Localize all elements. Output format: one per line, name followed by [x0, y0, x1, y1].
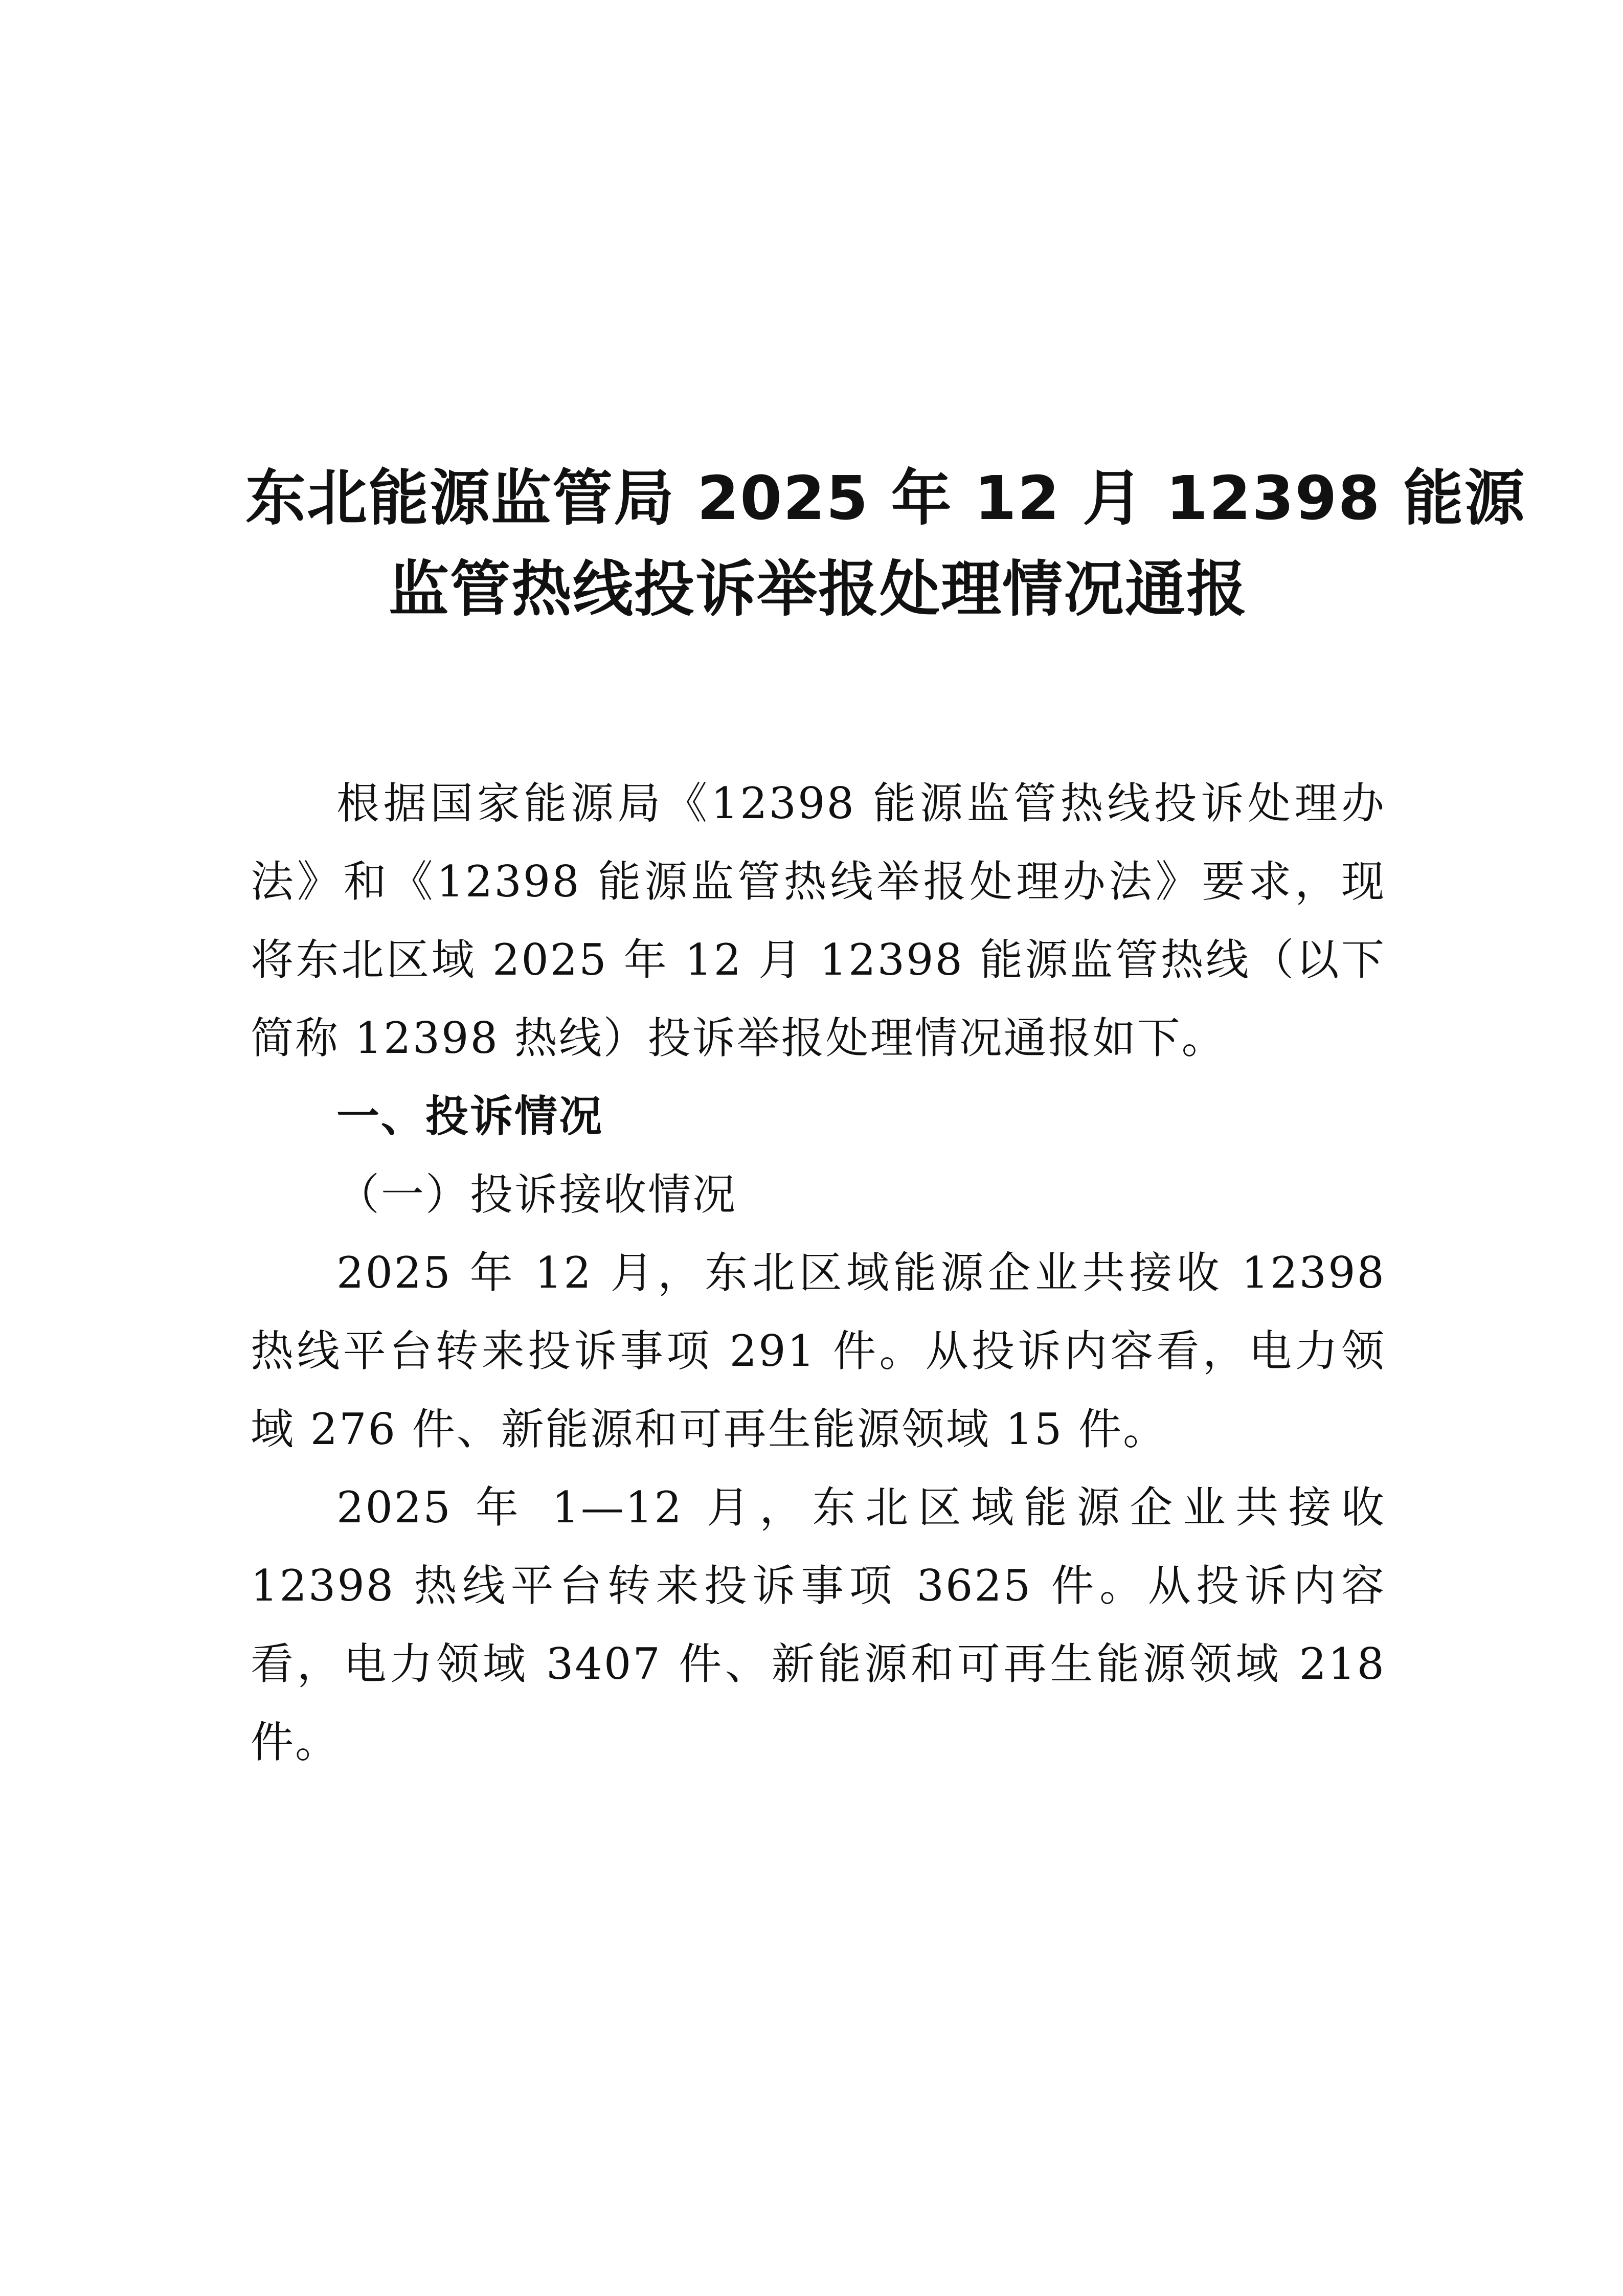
paragraph-full-year-stats: 2025 年 1—12 月，东北区域能源企业共接收 12398 热线平台转来投诉事项 3625 件。从投诉内容看，电力领域 3407 件、新能源和可再生能源领域 218 件。 [251, 1482, 1386, 1767]
document-body [251, 764, 1386, 1782]
title-line-2: 监管热线投诉举报处理情况通报 [388, 554, 1248, 624]
section-heading-complaints: 一、投诉情况 [336, 1091, 604, 1141]
document-title [245, 453, 1526, 635]
subsection-heading-complaint-receipt: （一）投诉接收情况 [336, 1169, 737, 1220]
paragraph-december-stats: 2025 年 12 月，东北区域能源企业共接收 12398 热线平台转来投诉事项 291 件。从投诉内容看，电力领域 276 件、新能源和可再生能源领域 15 件。 [251, 1248, 1386, 1454]
title-line-1: 东北能源监管局 2025 年 12 月 12398 能源 [245, 463, 1526, 533]
intro-paragraph: 根据国家能源局《12398 能源监管热线投诉处理办法》和《12398 能源监管热线举报处理办法》要求，现将东北区域 2025 年 12 月 12398 能源监管热线（以下简称 12398 热线）投诉举报处理情况通报如下。 [251, 778, 1386, 1063]
